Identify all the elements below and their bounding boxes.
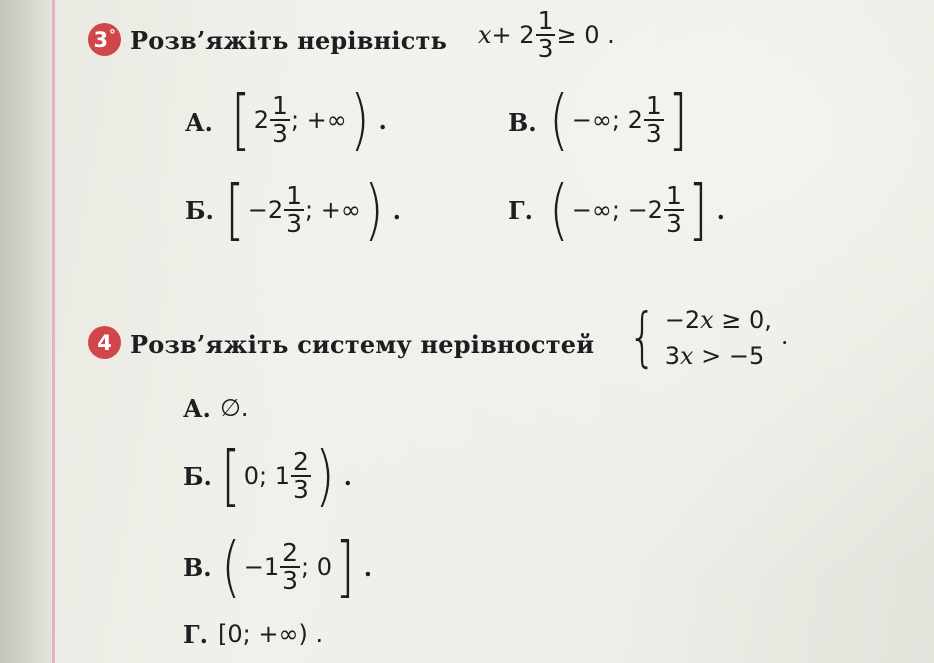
- q4-option-a-label: А.: [183, 394, 211, 423]
- system-line-2: 3x > −5: [664, 342, 765, 370]
- q3-option-b[interactable]: [ −2 $\frac{1}{3}$ ; +∞ ) .: [225, 171, 401, 248]
- q3-option-d[interactable]: ( −∞; −2 $\frac{1}{3}$ ] .: [549, 171, 725, 248]
- question-4-number: 4: [97, 330, 112, 355]
- q4-option-b-label: Б.: [183, 462, 212, 491]
- question-3-number: 3: [93, 27, 109, 52]
- q4-option-b[interactable]: [ 0; 1 $\frac{2}{3}$ ) .: [221, 437, 353, 514]
- question-3-inequality: [478, 8, 615, 63]
- question-4-text: Розв’яжіть систему нерівностей: [130, 330, 595, 359]
- page-margin-band: [0, 0, 52, 663]
- q4-option-c-label: В.: [183, 553, 212, 582]
- q3-option-a[interactable]: [ 2 $\frac{1}{3}$ ; +∞ ) .: [231, 81, 387, 158]
- q4-option-c[interactable]: ( −1 $\frac{2}{3}$ ; 0 ] .: [221, 528, 373, 605]
- q4-option-d-label: Г.: [183, 620, 208, 649]
- q3-option-c[interactable]: ( −∞; 2 $\frac{1}{3}$ ]: [549, 81, 688, 158]
- q4-option-d[interactable]: [0; +∞) .: [218, 620, 324, 648]
- q3-option-c-label: В.: [508, 108, 537, 137]
- system-line-1: −2x ≥ 0,: [664, 306, 772, 334]
- q3-option-a-label: А.: [185, 108, 213, 137]
- question-3-degree: °: [109, 28, 116, 43]
- q3-option-b-label: Б.: [185, 196, 214, 225]
- system-dot: .: [781, 328, 788, 348]
- inequality-plus: + 2: [491, 21, 535, 50]
- page-margin-line: [52, 0, 55, 663]
- question-4-system: [622, 302, 788, 374]
- question-3-text: Розв’яжіть нерівність: [130, 26, 448, 55]
- inequality-variable: x: [478, 21, 492, 50]
- q4-option-a[interactable]: ∅.: [220, 394, 249, 422]
- inequality-rhs: ≥ 0 .: [556, 21, 615, 50]
- question-4-badge: [88, 326, 121, 359]
- question-3-badge: [88, 23, 121, 56]
- system-brace: {: [628, 301, 657, 375]
- q3-option-d-label: Г.: [508, 196, 533, 225]
- inequality-fraction: $\frac{1}{3}$: [537, 6, 554, 64]
